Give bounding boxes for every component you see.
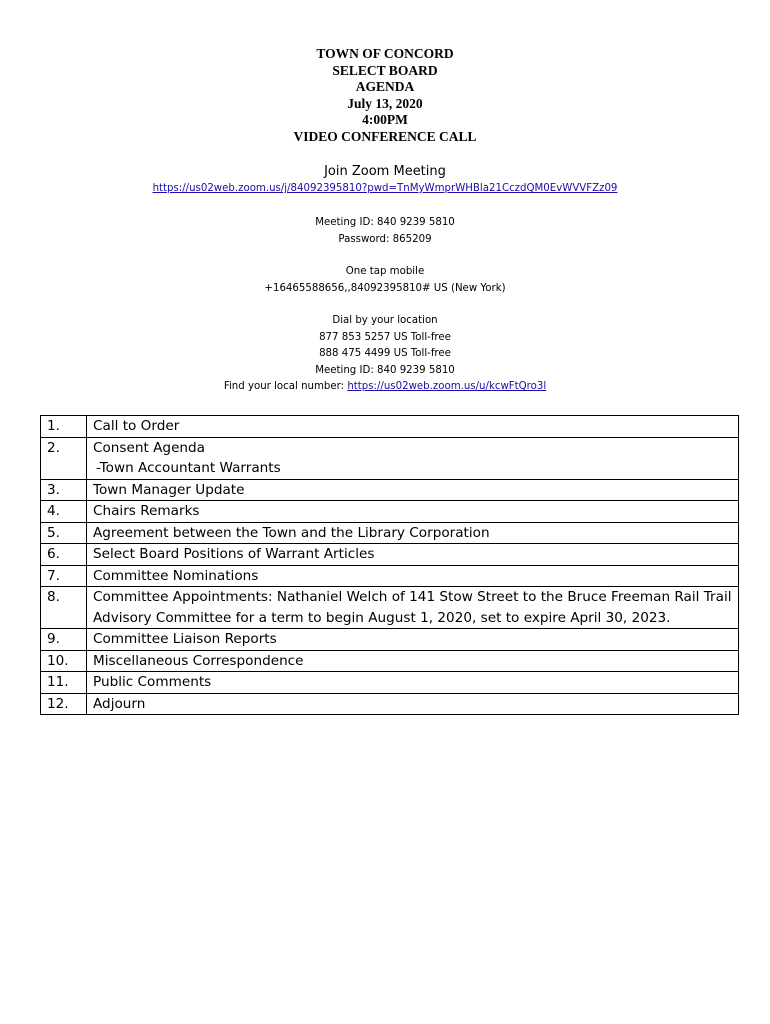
- zoom-join-title: Join Zoom Meeting: [324, 164, 446, 179]
- agenda-item-cell: [87, 544, 739, 566]
- agenda-item-number: 12.: [41, 693, 87, 715]
- agenda-item-text: Public Comments: [93, 674, 212, 690]
- agenda-row: [41, 693, 739, 715]
- zoom-link-row: [0, 182, 770, 196]
- agenda-item-text: Consent Agenda: [93, 439, 206, 456]
- agenda-item-text: Chairs Remarks: [93, 503, 200, 519]
- agenda-row: [41, 479, 739, 501]
- meeting-date: July 13, 2020: [347, 95, 423, 111]
- agenda-item-cell: [87, 693, 739, 715]
- agenda-item-text: Adjourn: [93, 695, 146, 712]
- document-type: AGENDA: [355, 79, 415, 94]
- agenda-item-text: Miscellaneous Correspondence: [93, 652, 304, 669]
- dial-number-1: 877 853 5257 US Toll-free: [319, 331, 451, 343]
- meeting-format: VIDEO CONFERENCE CALL: [293, 128, 477, 144]
- local-number-label: Find your local number:: [223, 381, 348, 393]
- meeting-id: Meeting ID: 840 9239 5810: [315, 217, 455, 228]
- meeting-credentials: [0, 215, 770, 248]
- agenda-item-cell: [87, 650, 739, 672]
- agenda-row: [41, 522, 739, 544]
- one-tap-number: +16465588656,,84092395810# US (New York): [264, 282, 506, 294]
- agenda-item-cell: [87, 522, 739, 544]
- agenda-item-text: Select Board Positions of Warrant Articles: [93, 546, 375, 562]
- agenda-item-number: 3.: [41, 479, 87, 501]
- agenda-item-cell: [87, 629, 739, 651]
- agenda-item-number: 4.: [41, 501, 87, 523]
- agenda-row: [41, 672, 739, 694]
- agenda-row: [41, 587, 739, 629]
- agenda-row: [41, 565, 739, 587]
- dial-number-2: 888 475 4499 US Toll-free: [319, 348, 451, 360]
- town-name: TOWN OF CONCORD: [316, 46, 454, 61]
- dial-block: [0, 313, 770, 396]
- agenda-item-text: Town Manager Update: [93, 481, 245, 498]
- local-number-link[interactable]: https://us02web.zoom.us/u/kcwFtQro3l: [347, 381, 547, 393]
- agenda-table: [40, 415, 739, 715]
- meeting-time: 4:00PM: [362, 112, 408, 127]
- agenda-item-number: 9.: [41, 629, 87, 651]
- agenda-row: [41, 629, 739, 651]
- agenda-row: [41, 416, 739, 438]
- one-tap-block: [0, 264, 770, 297]
- agenda-item-text: Call to Order: [93, 418, 180, 434]
- agenda-item-number: 10.: [41, 650, 87, 672]
- agenda-row: [41, 501, 739, 523]
- agenda-header: [0, 46, 770, 145]
- agenda-item-number: 2.: [41, 437, 87, 479]
- agenda-item-text: Agreement between the Town and the Library Corporation: [93, 524, 490, 541]
- meeting-password: Password: 865209: [338, 233, 432, 245]
- local-number-row: [0, 379, 770, 396]
- agenda-item-cell: [87, 501, 739, 523]
- agenda-row: [41, 650, 739, 672]
- agenda-item-text: Committee Liaison Reports: [93, 631, 277, 647]
- agenda-item-number: 7.: [41, 565, 87, 587]
- agenda-row: [41, 437, 739, 479]
- agenda-item-text: Committee Nominations: [93, 567, 259, 584]
- agenda-row: [41, 544, 739, 566]
- zoom-meeting-link[interactable]: https://us02web.zoom.us/j/84092395810?pwd=TnMyWmprWHBla21CczdQM0EvWVVFZz09: [152, 183, 618, 194]
- meeting-id-repeat: Meeting ID: 840 9239 5810: [315, 364, 455, 376]
- agenda-item-number: 1.: [41, 416, 87, 438]
- board-name: SELECT BOARD: [332, 62, 438, 78]
- agenda-item-cell: [87, 587, 739, 629]
- agenda-item-number: 8.: [41, 587, 87, 629]
- agenda-body: [41, 416, 739, 715]
- agenda-item-number: 5.: [41, 522, 87, 544]
- one-tap-label: One tap mobile: [345, 266, 425, 277]
- agenda-item-cell: [87, 479, 739, 501]
- agenda-item-cell: [87, 416, 739, 438]
- agenda-item-cell: [87, 672, 739, 694]
- agenda-item-number: 6.: [41, 544, 87, 566]
- agenda-item-text: Committee Appointments: Nathaniel Welch of 141 Stow Street to the Bruce Freeman Rail Trail Advisory Committee for a term to begin August 1, 2020, set to expire April 30, 2023.: [93, 589, 732, 626]
- dial-label: Dial by your location: [332, 315, 438, 326]
- agenda-item-cell: [87, 565, 739, 587]
- agenda-item-cell: [87, 437, 739, 479]
- agenda-item-number: 11.: [41, 672, 87, 694]
- agenda-item-subtext: -Town Accountant Warrants: [96, 460, 281, 476]
